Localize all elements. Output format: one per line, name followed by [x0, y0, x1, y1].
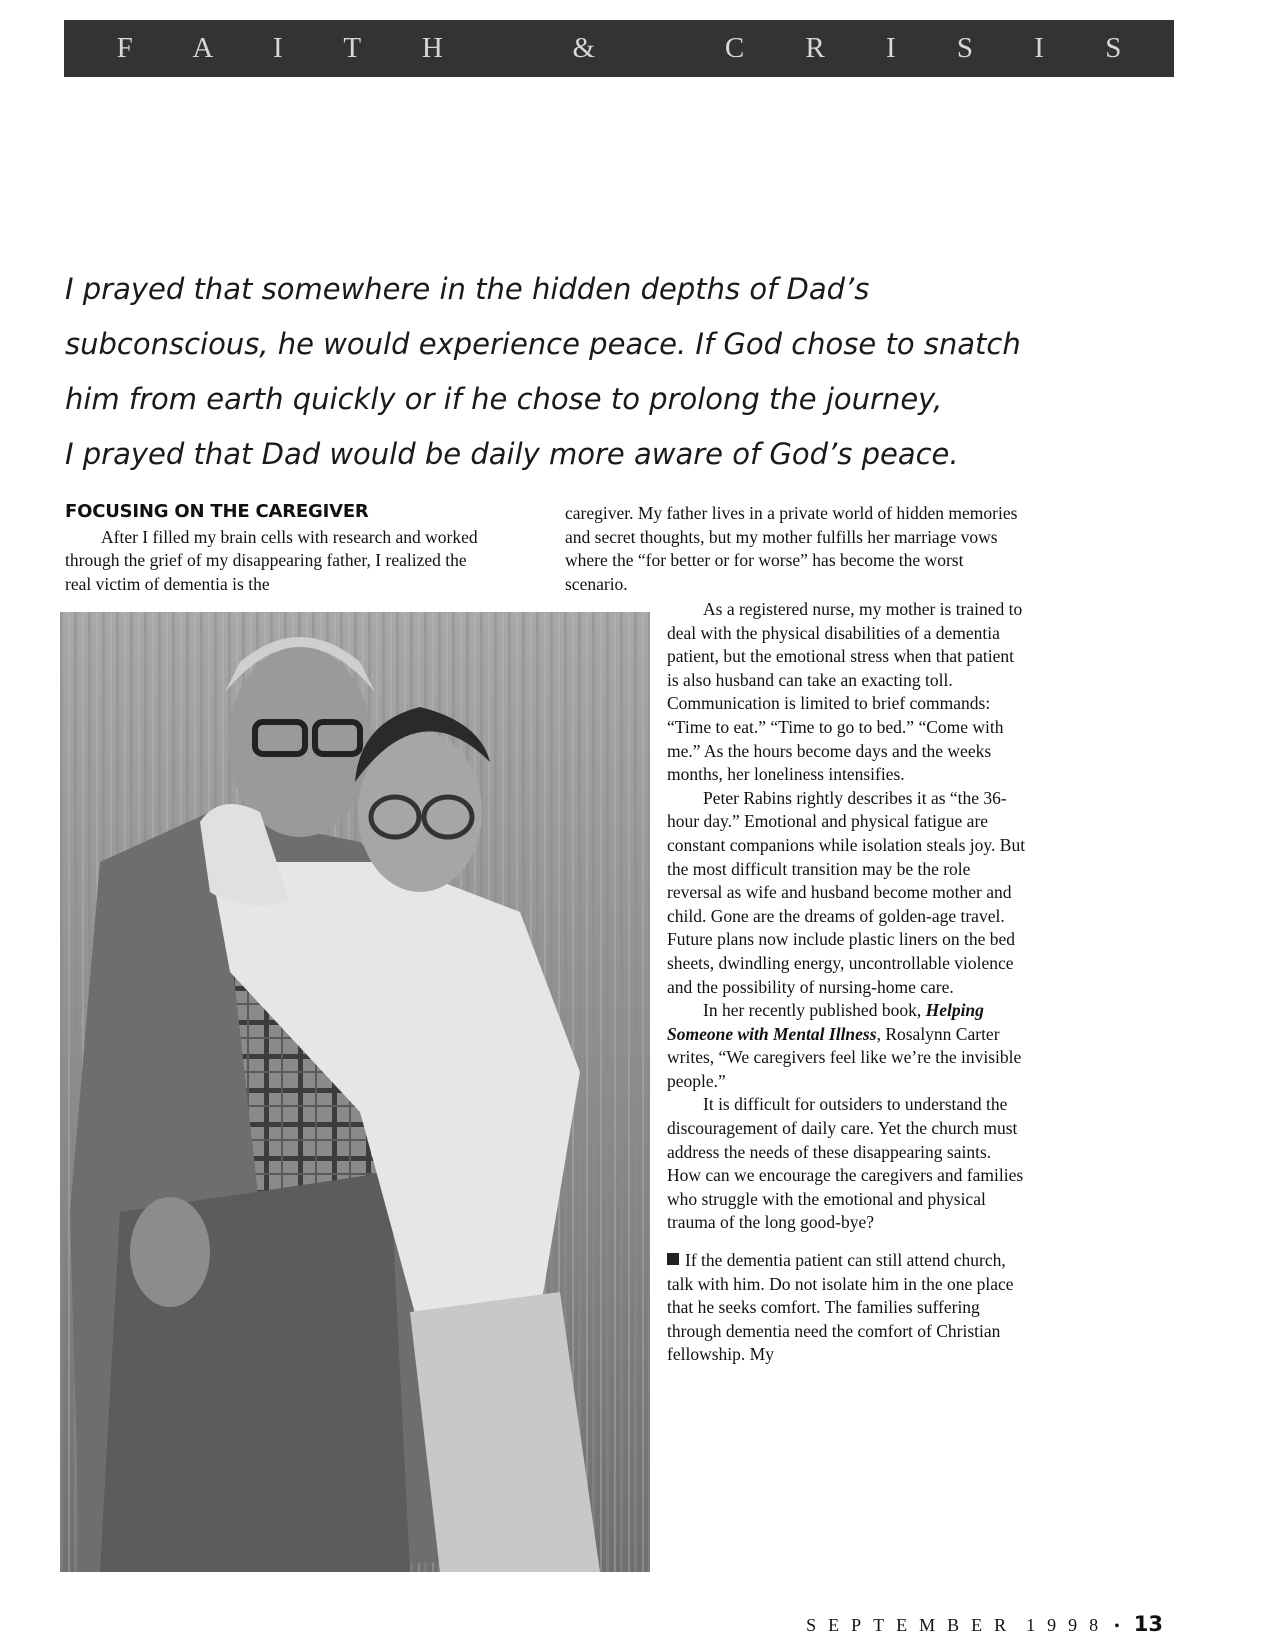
- pull-quote-line: him from earth quickly or if he chose to prolong the journey,: [65, 382, 943, 416]
- section-banner: [64, 20, 1174, 77]
- pull-quote-line: I prayed that Dad would be daily more aware of God’s peace.: [65, 437, 959, 471]
- book-title: Helping Someone with Mental Illness: [667, 1000, 984, 1044]
- pull-quote: [65, 262, 1145, 482]
- pull-quote-line: I prayed that somewhere in the hidden depths of Dad’s: [65, 272, 870, 306]
- photo-illustration: [60, 612, 650, 1572]
- page-number: 13: [1133, 1612, 1163, 1636]
- pull-quote-line: subconscious, he would experience peace. If God chose to snatch: [65, 327, 1021, 361]
- footer-month: SEPTEMBER: [806, 1615, 1019, 1635]
- page-footer: [806, 1612, 1163, 1636]
- body-paragraph: As a registered nurse, my mother is trained to deal with the physical disabilities of a dementia patient, but the emotional stress when that patient is also husband can take an exacting toll. Communication is limited to brief commands: “Time to eat.” “Time to go to bed.” “Come with me.” As the hours become days and the weeks months, her loneliness intensifies.: [667, 599, 1023, 785]
- body-paragraph: It is difficult for outsiders to understand the discouragement of daily care. Yet the church must address the needs of these disappearing saints. How can we encourage the caregivers and families who struggle with the emotional and physical trauma of the long good-bye?: [667, 1094, 1024, 1233]
- bullet-paragraph: [667, 1249, 1027, 1367]
- left-column: [65, 500, 495, 596]
- right-column: [667, 598, 1027, 1367]
- body-paragraph: After I filled my brain cells with research and worked through the grief of my disappearing father, I realized the real victim of dementia is the: [65, 526, 478, 594]
- couple-embrace-photo: [60, 612, 650, 1572]
- right-column-top: [565, 502, 1025, 596]
- square-bullet-icon: [667, 1253, 679, 1265]
- carter-paragraph-before: In her recently published book,: [703, 1000, 926, 1021]
- carter-paragraph: [667, 999, 1027, 1093]
- carter-paragraph-after: , Rosalynn Carter writes, “We caregivers feel like we’re the invisible people.”: [667, 1023, 1022, 1091]
- section-subhead: FOCUSING ON THE CAREGIVER: [65, 501, 369, 522]
- bullet-paragraph-text: If the dementia patient can still attend church, talk with him. Do not isolate him in the one place that he seeks comfort. The families suffering through dementia need the comfort of Christian fellowship. My: [667, 1250, 1014, 1365]
- footer-separator: •: [1114, 1618, 1120, 1635]
- body-paragraph: caregiver. My father lives in a private world of hidden memories and secret thoughts, but my mother fulfills her marriage vows where the “for better or for worse” has become the worst scenario.: [565, 503, 1018, 594]
- footer-year: 1998: [1026, 1615, 1111, 1635]
- banner-title: F A I T H & C R I S I S: [116, 32, 1149, 64]
- body-paragraph: Peter Rabins rightly describes it as “the 36-hour day.” Emotional and physical fatigue are constant companions while isolation steals joy. But the most difficult transition may be the role reversal as wife and husband become mother and child. Gone are the dreams of golden-age travel. Future plans now include plastic liners on the bed sheets, dwindling energy, uncontrollable violence and the possibility of nursing-home care.: [667, 787, 1026, 997]
